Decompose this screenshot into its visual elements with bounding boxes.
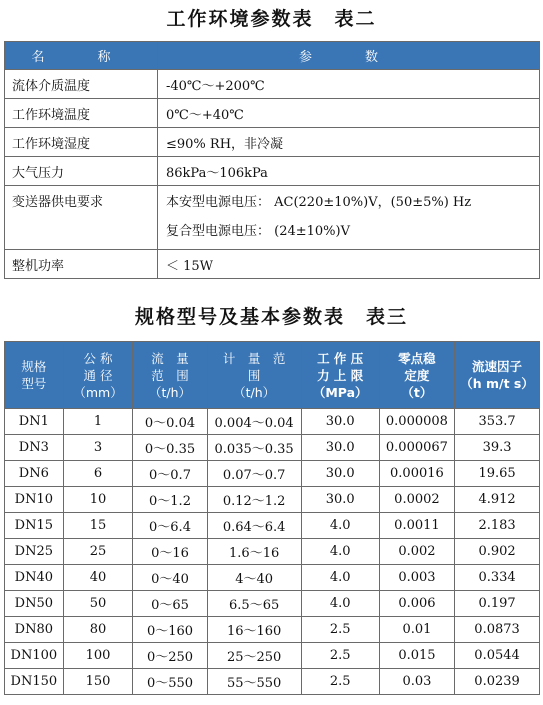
cell-model: DN100 (5, 643, 64, 669)
cell-zero-stability: 0.015 (379, 643, 454, 669)
cell-velocity-factor: 39.3 (455, 435, 540, 461)
table-header-row (5, 42, 540, 70)
cell-nominal-diameter: 10 (63, 487, 133, 513)
cell-zero-stability: 0.006 (379, 591, 454, 617)
cell-flow-range: 0～0.7 (133, 461, 207, 487)
cell-metering-range: 0.035～0.35 (207, 435, 301, 461)
cell-max-pressure: 30.0 (301, 435, 379, 461)
cell-flow-range: 0～160 (133, 617, 207, 643)
cell-max-pressure: 4.0 (301, 513, 379, 539)
cell-max-pressure: 2.5 (301, 643, 379, 669)
row-label: 流体介质温度 (5, 70, 158, 99)
cell-max-pressure: 4.0 (301, 539, 379, 565)
column-header-line: 公 称 (83, 350, 113, 366)
table-row (5, 669, 540, 695)
row-label: 工作环境温度 (5, 99, 158, 128)
cell-metering-range: 0.12～1.2 (207, 487, 301, 513)
cell-velocity-factor: 4.912 (455, 487, 540, 513)
cell-nominal-diameter: 100 (63, 643, 133, 669)
column-header-line: 范 围 (151, 367, 189, 383)
cell-zero-stability: 0.01 (379, 617, 454, 643)
cell-flow-range: 0～1.2 (133, 487, 207, 513)
table-row (5, 250, 540, 279)
cell-zero-stability: 0.000008 (379, 409, 454, 435)
table-row (5, 565, 540, 591)
cell-model: DN3 (5, 435, 64, 461)
column-header-line: 规格 (21, 359, 47, 374)
column-header-line: 型号 (21, 376, 47, 391)
row-label: 整机功率 (5, 250, 158, 279)
cell-nominal-diameter: 25 (63, 539, 133, 565)
table-row (5, 617, 540, 643)
cell-max-pressure: 2.5 (301, 617, 379, 643)
cell-zero-stability: 0.000067 (379, 435, 454, 461)
row-value: 0℃～+40℃ (158, 99, 540, 128)
column-header-metering-range (207, 342, 301, 409)
table-row (5, 70, 540, 99)
cell-model: DN10 (5, 487, 64, 513)
cell-flow-range: 0～550 (133, 669, 207, 695)
table-row (5, 128, 540, 157)
column-header-line: （MPa） (312, 384, 368, 400)
cell-model: DN40 (5, 565, 64, 591)
cell-max-pressure: 4.0 (301, 565, 379, 591)
row-value: ≤90% RH，非冷凝 (158, 128, 540, 157)
column-header-line: （mm） (73, 384, 123, 400)
cell-max-pressure: 30.0 (301, 409, 379, 435)
column-header-name: 名 称 (5, 42, 158, 70)
table-row (5, 513, 540, 539)
table-row (5, 99, 540, 128)
table-row (5, 539, 540, 565)
column-header-line: 力 上 限 (317, 367, 364, 383)
cell-nominal-diameter: 6 (63, 461, 133, 487)
table-row (5, 157, 540, 186)
table-row (5, 186, 540, 250)
cell-nominal-diameter: 15 (63, 513, 133, 539)
column-header-line: 零点稳 (398, 350, 436, 366)
row-value (158, 186, 540, 250)
column-header-max-pressure (301, 342, 379, 409)
row-label: 变送器供电要求 (5, 186, 158, 250)
row-value-line: 本安型电源电压： AC(220±10%)V，(50±5%) Hz (166, 195, 472, 210)
cell-metering-range: 25～250 (207, 643, 301, 669)
column-header-parameter: 参 数 (158, 42, 540, 70)
column-header-velocity-factor (455, 342, 540, 409)
environment-parameters-table (4, 41, 540, 279)
column-header-line: （t/h） (233, 384, 276, 400)
cell-velocity-factor: 0.0544 (455, 643, 540, 669)
column-header-nominal-diameter (63, 342, 133, 409)
cell-zero-stability: 0.003 (379, 565, 454, 591)
column-header-model (5, 342, 64, 409)
cell-metering-range: 0.004～0.04 (207, 409, 301, 435)
cell-velocity-factor: 353.7 (455, 409, 540, 435)
column-header-flow-range (133, 342, 207, 409)
cell-nominal-diameter: 150 (63, 669, 133, 695)
cell-max-pressure: 30.0 (301, 487, 379, 513)
cell-nominal-diameter: 50 (63, 591, 133, 617)
cell-model: DN15 (5, 513, 64, 539)
cell-model: DN25 (5, 539, 64, 565)
column-header-line: 定度 (404, 367, 430, 383)
cell-zero-stability: 0.0002 (379, 487, 454, 513)
cell-flow-range: 0～40 (133, 565, 207, 591)
cell-flow-range: 0～250 (133, 643, 207, 669)
table-row (5, 643, 540, 669)
cell-zero-stability: 0.0011 (379, 513, 454, 539)
column-header-line: 围 (247, 367, 261, 383)
cell-flow-range: 0～65 (133, 591, 207, 617)
cell-max-pressure: 30.0 (301, 461, 379, 487)
row-value: ＜ 15W (158, 250, 540, 279)
cell-velocity-factor: 0.0239 (455, 669, 540, 695)
table2-title: 工作环境参数表 表二 (166, 8, 377, 30)
row-value-line: 复合型电源电压： (24±10%)V (166, 224, 350, 239)
table-row (5, 461, 540, 487)
table-header-row (5, 342, 540, 409)
cell-model: DN80 (5, 617, 64, 643)
cell-flow-range: 0～0.35 (133, 435, 207, 461)
cell-velocity-factor: 0.197 (455, 591, 540, 617)
table-row (5, 487, 540, 513)
cell-max-pressure: 4.0 (301, 591, 379, 617)
row-value: -40℃～+200℃ (158, 70, 540, 99)
row-label: 工作环境湿度 (5, 128, 158, 157)
cell-nominal-diameter: 1 (63, 409, 133, 435)
cell-zero-stability: 0.00016 (379, 461, 454, 487)
row-value: 86kPa～106kPa (158, 157, 540, 186)
column-header-line: （t/h） (148, 384, 192, 400)
table-row (5, 409, 540, 435)
cell-flow-range: 0～6.4 (133, 513, 207, 539)
specification-table (4, 341, 540, 695)
cell-flow-range: 0～0.04 (133, 409, 207, 435)
column-header-line: （h m/t s） (460, 376, 534, 391)
cell-zero-stability: 0.002 (379, 539, 454, 565)
cell-velocity-factor: 19.65 (455, 461, 540, 487)
cell-nominal-diameter: 40 (63, 565, 133, 591)
cell-max-pressure: 2.5 (301, 669, 379, 695)
row-label: 大气压力 (5, 157, 158, 186)
cell-model: DN1 (5, 409, 64, 435)
cell-metering-range: 0.07～0.7 (207, 461, 301, 487)
table-row (5, 435, 540, 461)
column-header-line: （t） (401, 384, 433, 400)
cell-model: DN50 (5, 591, 64, 617)
cell-metering-range: 16～160 (207, 617, 301, 643)
column-header-line: 流 量 (151, 350, 189, 366)
cell-velocity-factor: 0.0873 (455, 617, 540, 643)
cell-zero-stability: 0.03 (379, 669, 454, 695)
cell-nominal-diameter: 80 (63, 617, 133, 643)
cell-model: DN150 (5, 669, 64, 695)
column-header-line: 计 量 范 (222, 350, 286, 366)
cell-model: DN6 (5, 461, 64, 487)
column-header-line: 通 径 (83, 367, 113, 383)
cell-velocity-factor: 2.183 (455, 513, 540, 539)
cell-metering-range: 6.5～65 (207, 591, 301, 617)
cell-metering-range: 4～40 (207, 565, 301, 591)
column-header-line: 工 作 压 (317, 350, 364, 366)
cell-metering-range: 1.6～16 (207, 539, 301, 565)
table-row (5, 591, 540, 617)
column-header-line: 流速因子 (472, 359, 523, 374)
cell-nominal-diameter: 3 (63, 435, 133, 461)
cell-metering-range: 55～550 (207, 669, 301, 695)
cell-flow-range: 0～16 (133, 539, 207, 565)
table3-title: 规格型号及基本参数表 表三 (134, 306, 408, 328)
cell-metering-range: 0.64～6.4 (207, 513, 301, 539)
cell-velocity-factor: 0.902 (455, 539, 540, 565)
column-header-zero-stability (379, 342, 454, 409)
cell-velocity-factor: 0.334 (455, 565, 540, 591)
